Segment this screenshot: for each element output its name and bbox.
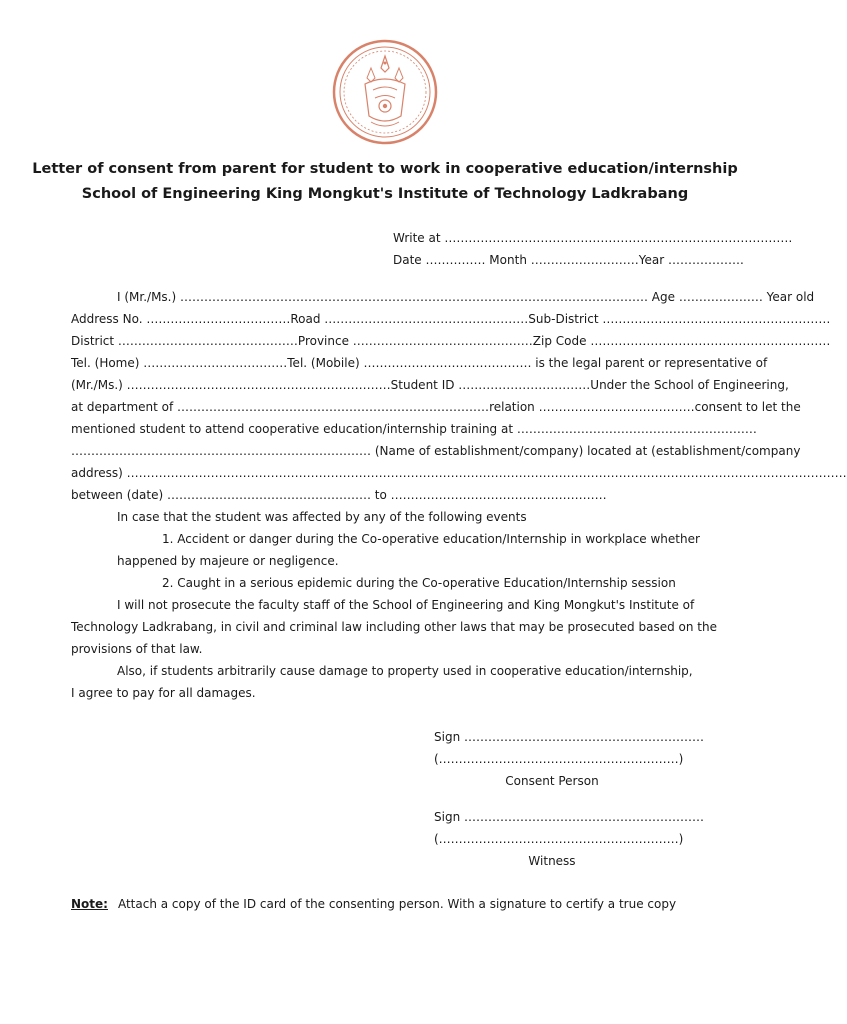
- note-label: Note:: [71, 897, 108, 911]
- tel-home-field[interactable]: Tel. (Home) ………………………………: [71, 356, 288, 370]
- consent-name-field[interactable]: (……………………………………………………): [434, 752, 684, 766]
- statement-1: I will not prosecute the faculty staff of the School of Engineering and King Mongkut's Institute of: [117, 598, 695, 612]
- date-range-field[interactable]: between (date) …………………………………………… to ………………………………………………: [71, 488, 607, 502]
- witness-label: Witness: [528, 854, 576, 868]
- consent-sign-field[interactable]: Sign ……………………………………………………: [434, 730, 704, 744]
- training-at-field[interactable]: mentioned student to attend cooperative education/internship training at ……………………………………………………: [71, 422, 757, 436]
- statement-2: Also, if students arbitrarily cause damage to property used in cooperative education/internship,: [117, 664, 693, 678]
- consent-text: consent to let the: [694, 400, 801, 414]
- document-title: Letter of consent from parent for student to work in cooperative education/internship: [32, 161, 738, 177]
- student-name-field[interactable]: (Mr./Ms.) …………………………………………………………: [71, 378, 391, 392]
- province-field[interactable]: Province ………………………………………: [297, 334, 533, 348]
- district-field[interactable]: District ………………………………………: [71, 334, 298, 348]
- establishment-address-field[interactable]: address) ………………………………………………………………………………………………………………………………………………………………: [71, 466, 847, 480]
- consent-person-label: Consent Person: [505, 774, 599, 788]
- date-field[interactable]: Date …………… Month ………………………Year ……………….: [393, 253, 744, 267]
- sub-district-field[interactable]: Sub-District …………………………………………………: [528, 312, 831, 326]
- student-id-field[interactable]: Student ID ……………………………: [390, 378, 591, 392]
- parent-name-age-field[interactable]: I (Mr./Ms.) ……………………………………………………………………………………………………… Age ………………… Year old: [117, 290, 815, 304]
- zip-code-field[interactable]: Zip Code ……………………………………………………: [532, 334, 831, 348]
- establishment-name-field[interactable]: ………………………………………………………………… (Name of establishment/company) located at (establishment/company: [71, 444, 801, 458]
- event-item-1: 1. Accident or danger during the Co-operative education/Internship in workplace whether: [162, 532, 700, 546]
- event-item-1-cont: happened by majeure or negligence.: [117, 554, 339, 568]
- university-seal-icon: [331, 38, 439, 146]
- witness-name-field[interactable]: (……………………………………………………): [434, 832, 684, 846]
- events-intro: In case that the student was affected by any of the following events: [117, 510, 527, 524]
- relation-field[interactable]: relation …………………………………: [489, 400, 695, 414]
- document-subtitle: School of Engineering King Mongkut's Institute of Technology Ladkrabang: [81, 186, 689, 202]
- school-text: Under the School of Engineering,: [590, 378, 789, 392]
- address-no-field[interactable]: Address No. ………………………………: [71, 312, 291, 326]
- statement-1-end: provisions of that law.: [71, 642, 203, 656]
- write-at-field[interactable]: Write at ……………………………………………………………………………: [393, 231, 793, 245]
- tel-mobile-field[interactable]: Tel. (Mobile) …………………………………… is the legal parent or representative of: [287, 356, 768, 370]
- note: [71, 895, 676, 913]
- witness-sign-field[interactable]: Sign ……………………………………………………: [434, 810, 704, 824]
- statement-2-end: I agree to pay for all damages.: [71, 686, 256, 700]
- department-field[interactable]: at department of ……………………………………………………………………: [71, 400, 490, 414]
- event-item-2: 2. Caught in a serious epidemic during the Co-operative Education/Internship session: [162, 576, 676, 590]
- note-text: Attach a copy of the ID card of the consenting person. With a signature to certify a true copy: [117, 897, 677, 911]
- road-field[interactable]: Road ……………………………………………: [290, 312, 529, 326]
- statement-1-cont: Technology Ladkrabang, in civil and criminal law including other laws that may be prosecuted based on the: [71, 620, 717, 634]
